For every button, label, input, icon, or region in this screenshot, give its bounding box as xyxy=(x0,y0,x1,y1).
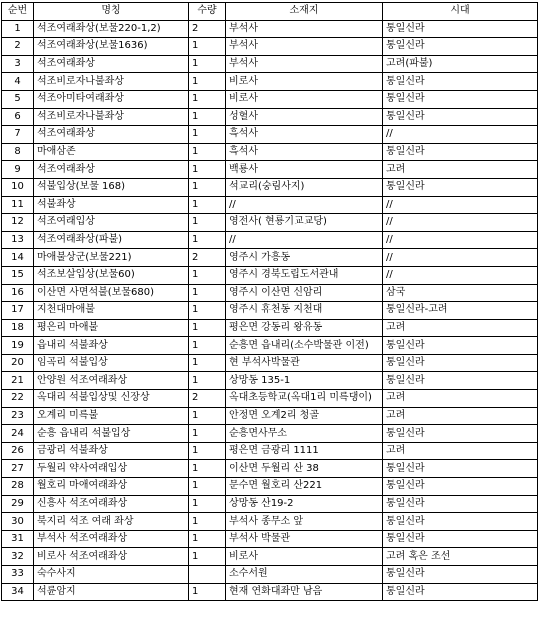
cell-era: 고려 xyxy=(383,407,538,425)
cell-name: 석조여래입상 xyxy=(34,214,189,232)
header-index: 순번 xyxy=(2,3,34,21)
cell-location: 영주시 경북도립도서관내 xyxy=(226,266,383,284)
header-row xyxy=(2,3,538,21)
cell-location: 흑석사 xyxy=(226,126,383,144)
table-row xyxy=(2,337,538,355)
cell-index: 11 xyxy=(2,196,34,214)
cell-quantity: 1 xyxy=(189,425,226,443)
cell-name: 비로사 석조여래좌상 xyxy=(34,548,189,566)
cell-name: 석조여래좌상(보물220-1,2) xyxy=(34,20,189,38)
cell-quantity: 2 xyxy=(189,390,226,408)
table-row xyxy=(2,161,538,179)
cell-index: 14 xyxy=(2,249,34,267)
cell-index: 32 xyxy=(2,548,34,566)
table-row xyxy=(2,108,538,126)
cell-quantity: 1 xyxy=(189,513,226,531)
cell-quantity: 1 xyxy=(189,302,226,320)
cell-location: 비로사 xyxy=(226,548,383,566)
cell-name: 임곡리 석불입상 xyxy=(34,354,189,372)
cell-quantity: 1 xyxy=(189,495,226,513)
header-era: 시대 xyxy=(383,3,538,21)
cell-location: 순흥면 읍내리(소수박물관 이전) xyxy=(226,337,383,355)
cell-index: 24 xyxy=(2,425,34,443)
cell-index: 10 xyxy=(2,178,34,196)
cell-name: 석조여래좌상(파불) xyxy=(34,231,189,249)
cell-quantity: 2 xyxy=(189,249,226,267)
table-row xyxy=(2,214,538,232)
table-row xyxy=(2,284,538,302)
cell-index: 26 xyxy=(2,442,34,460)
cell-name: 마애불상군(보물221) xyxy=(34,249,189,267)
cell-era: 고려 xyxy=(383,161,538,179)
cell-era: 통일신라 xyxy=(383,495,538,513)
cell-index: 2 xyxy=(2,38,34,56)
cell-quantity: 1 xyxy=(189,583,226,601)
cell-index: 1 xyxy=(2,20,34,38)
cell-location: 옥대초등학교(옥대1리 미륵댕이) xyxy=(226,390,383,408)
cell-index: 4 xyxy=(2,73,34,91)
cell-name: 옥대리 석불입상및 신장상 xyxy=(34,390,189,408)
cell-quantity: 2 xyxy=(189,20,226,38)
cell-name: 석조여래좌상(보물1636) xyxy=(34,38,189,56)
cell-name: 석조보살입상(보물60) xyxy=(34,266,189,284)
cell-index: 29 xyxy=(2,495,34,513)
cell-era: 통일신라 xyxy=(383,425,538,443)
cell-location: 평은면 금광리 1111 xyxy=(226,442,383,460)
cell-quantity: 1 xyxy=(189,73,226,91)
cell-name: 지천대마애불 xyxy=(34,302,189,320)
cell-era: 통일신라 xyxy=(383,38,538,56)
cell-era: 통일신라 xyxy=(383,354,538,372)
table-row xyxy=(2,90,538,108)
cell-index: 12 xyxy=(2,214,34,232)
cell-name: 이산면 사면석불(보물680) xyxy=(34,284,189,302)
table-row xyxy=(2,460,538,478)
cell-era: 삼국 xyxy=(383,284,538,302)
cell-location: 비로사 xyxy=(226,73,383,91)
cell-name: 석조아미타여래좌상 xyxy=(34,90,189,108)
cell-location: 석교리(숭림사지) xyxy=(226,178,383,196)
cell-name: 석조비로자나불좌상 xyxy=(34,73,189,91)
cell-era: // xyxy=(383,196,538,214)
cell-location: 영전사( 현룡기교교당) xyxy=(226,214,383,232)
cell-location: 부석사 xyxy=(226,38,383,56)
cell-name: 석조여래좌상 xyxy=(34,126,189,144)
cell-era: 통일신라 xyxy=(383,460,538,478)
cell-index: 16 xyxy=(2,284,34,302)
cell-index: 15 xyxy=(2,266,34,284)
cell-era: 고려 xyxy=(383,319,538,337)
table-row xyxy=(2,38,538,56)
cell-name: 월호리 마애여래좌상 xyxy=(34,478,189,496)
cell-name: 석조여래좌상 xyxy=(34,161,189,179)
cell-location: 상망동 산19-2 xyxy=(226,495,383,513)
cell-name: 두월리 약사여래입상 xyxy=(34,460,189,478)
cell-era: 통일신라 xyxy=(383,108,538,126)
cell-quantity: 1 xyxy=(189,337,226,355)
table-row xyxy=(2,478,538,496)
cell-location: // xyxy=(226,196,383,214)
cell-quantity: 1 xyxy=(189,126,226,144)
cell-location: 안정면 오계2리 청골 xyxy=(226,407,383,425)
cell-name: 순흥 읍내리 석불입상 xyxy=(34,425,189,443)
cell-quantity: 1 xyxy=(189,548,226,566)
cell-quantity: 1 xyxy=(189,108,226,126)
cell-quantity: 1 xyxy=(189,460,226,478)
cell-name: 금광리 석불좌상 xyxy=(34,442,189,460)
cell-name: 읍내리 석불좌상 xyxy=(34,337,189,355)
relic-table xyxy=(1,2,538,601)
cell-location: 부석사 xyxy=(226,20,383,38)
cell-location: 영주시 이산면 신암리 xyxy=(226,284,383,302)
cell-era: 통일신라 xyxy=(383,372,538,390)
table-container xyxy=(1,2,538,601)
table-row xyxy=(2,530,538,548)
cell-era: // xyxy=(383,249,538,267)
cell-name: 숙수사지 xyxy=(34,566,189,584)
table-row xyxy=(2,583,538,601)
cell-era: 통일신라 xyxy=(383,90,538,108)
cell-era: 통일신라 xyxy=(383,513,538,531)
cell-quantity: 1 xyxy=(189,161,226,179)
table-row xyxy=(2,20,538,38)
cell-era: 통일신라 xyxy=(383,143,538,161)
cell-name: 마애삼존 xyxy=(34,143,189,161)
table-row xyxy=(2,55,538,73)
cell-quantity: 1 xyxy=(189,284,226,302)
table-row xyxy=(2,178,538,196)
cell-index: 33 xyxy=(2,566,34,584)
cell-index: 9 xyxy=(2,161,34,179)
table-row xyxy=(2,126,538,144)
cell-era: 통일신라 xyxy=(383,337,538,355)
cell-era: 고려 xyxy=(383,390,538,408)
table-row xyxy=(2,566,538,584)
cell-name: 석조비로자나불좌상 xyxy=(34,108,189,126)
cell-quantity: 1 xyxy=(189,372,226,390)
cell-name: 석륜암지 xyxy=(34,583,189,601)
cell-index: 34 xyxy=(2,583,34,601)
cell-index: 22 xyxy=(2,390,34,408)
header-name: 명칭 xyxy=(34,3,189,21)
table-row xyxy=(2,372,538,390)
cell-quantity: 1 xyxy=(189,143,226,161)
cell-location: 영주시 휴천동 지천대 xyxy=(226,302,383,320)
cell-quantity: 1 xyxy=(189,478,226,496)
table-row xyxy=(2,143,538,161)
cell-quantity: 1 xyxy=(189,266,226,284)
cell-index: 30 xyxy=(2,513,34,531)
cell-index: 3 xyxy=(2,55,34,73)
table-row xyxy=(2,390,538,408)
cell-index: 28 xyxy=(2,478,34,496)
cell-index: 21 xyxy=(2,372,34,390)
table-row xyxy=(2,249,538,267)
cell-index: 19 xyxy=(2,337,34,355)
table-row xyxy=(2,266,538,284)
cell-location: 성혈사 xyxy=(226,108,383,126)
cell-name: 부석사 석조여래좌상 xyxy=(34,530,189,548)
cell-name: 신흥사 석조여래좌상 xyxy=(34,495,189,513)
cell-quantity: 1 xyxy=(189,55,226,73)
table-body xyxy=(2,20,538,601)
table-row xyxy=(2,319,538,337)
cell-quantity: 1 xyxy=(189,38,226,56)
cell-era: // xyxy=(383,214,538,232)
cell-quantity: 1 xyxy=(189,214,226,232)
header-quantity: 수량 xyxy=(189,3,226,21)
cell-quantity: 1 xyxy=(189,530,226,548)
table-row xyxy=(2,73,538,91)
cell-name: 석조여래좌상 xyxy=(34,55,189,73)
header-location: 소재지 xyxy=(226,3,383,21)
cell-era: 통일신라 xyxy=(383,566,538,584)
cell-name: 석불좌상 xyxy=(34,196,189,214)
cell-quantity: 1 xyxy=(189,90,226,108)
cell-era: 통일신라 xyxy=(383,20,538,38)
cell-quantity xyxy=(189,566,226,584)
cell-location: 순흥면사무소 xyxy=(226,425,383,443)
cell-quantity: 1 xyxy=(189,407,226,425)
cell-location: 비로사 xyxy=(226,90,383,108)
cell-location: 이산면 두월리 산 38 xyxy=(226,460,383,478)
table-row xyxy=(2,495,538,513)
cell-location: 평은면 강동리 왕유동 xyxy=(226,319,383,337)
cell-location: 현재 연화대좌만 남음 xyxy=(226,583,383,601)
cell-era: 고려 xyxy=(383,442,538,460)
cell-location: 흑석사 xyxy=(226,143,383,161)
cell-name: 석불입상(보물 168) xyxy=(34,178,189,196)
cell-quantity: 1 xyxy=(189,196,226,214)
cell-index: 18 xyxy=(2,319,34,337)
table-row xyxy=(2,548,538,566)
cell-era: 고려(파불) xyxy=(383,55,538,73)
cell-index: 8 xyxy=(2,143,34,161)
cell-quantity: 1 xyxy=(189,231,226,249)
table-row xyxy=(2,442,538,460)
cell-index: 7 xyxy=(2,126,34,144)
cell-location: 부석사 xyxy=(226,55,383,73)
cell-location: 소수서원 xyxy=(226,566,383,584)
cell-location: 부석사 종무소 앞 xyxy=(226,513,383,531)
cell-location: 백룡사 xyxy=(226,161,383,179)
table-row xyxy=(2,407,538,425)
cell-index: 20 xyxy=(2,354,34,372)
cell-name: 북지리 석조 여래 좌상 xyxy=(34,513,189,531)
cell-location: 부석사 박물관 xyxy=(226,530,383,548)
cell-era: 통일신라 xyxy=(383,478,538,496)
cell-index: 17 xyxy=(2,302,34,320)
cell-index: 5 xyxy=(2,90,34,108)
cell-quantity: 1 xyxy=(189,354,226,372)
cell-name: 안양원 석조여래좌상 xyxy=(34,372,189,390)
table-row xyxy=(2,196,538,214)
cell-quantity: 1 xyxy=(189,442,226,460)
cell-location: 문수면 월호리 산221 xyxy=(226,478,383,496)
cell-index: 27 xyxy=(2,460,34,478)
cell-index: 6 xyxy=(2,108,34,126)
cell-name: 평은리 마애불 xyxy=(34,319,189,337)
cell-era: 통일신라-고려 xyxy=(383,302,538,320)
cell-location: // xyxy=(226,231,383,249)
cell-era: // xyxy=(383,266,538,284)
cell-location: 영주시 가흥동 xyxy=(226,249,383,267)
table-header xyxy=(2,3,538,21)
cell-quantity: 1 xyxy=(189,319,226,337)
cell-era: // xyxy=(383,231,538,249)
cell-quantity: 1 xyxy=(189,178,226,196)
cell-era: 통일신라 xyxy=(383,530,538,548)
cell-index: 23 xyxy=(2,407,34,425)
cell-location: 상망동 135-1 xyxy=(226,372,383,390)
table-row xyxy=(2,425,538,443)
cell-location: 현 부석사박물관 xyxy=(226,354,383,372)
cell-era: // xyxy=(383,126,538,144)
table-row xyxy=(2,231,538,249)
cell-index: 31 xyxy=(2,530,34,548)
table-row xyxy=(2,354,538,372)
cell-era: 통일신라 xyxy=(383,178,538,196)
cell-era: 고려 혹은 조선 xyxy=(383,548,538,566)
table-row xyxy=(2,513,538,531)
cell-index: 13 xyxy=(2,231,34,249)
cell-era: 통일신라 xyxy=(383,583,538,601)
cell-era: 통일신라 xyxy=(383,73,538,91)
table-row xyxy=(2,302,538,320)
cell-name: 오계리 미륵불 xyxy=(34,407,189,425)
